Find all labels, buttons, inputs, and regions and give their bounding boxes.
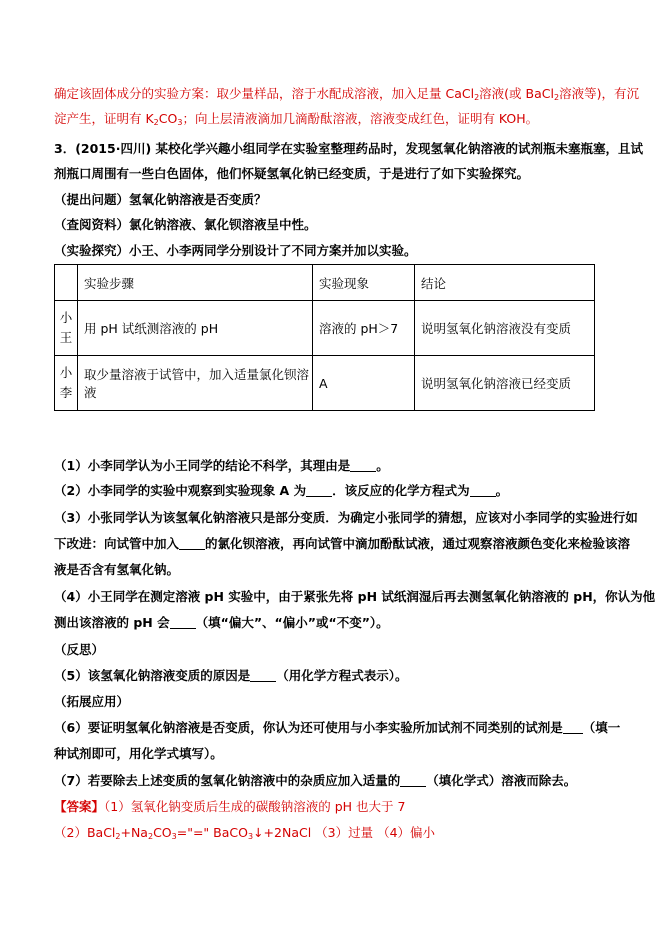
question-text: ．该反应的化学方程式为	[332, 483, 470, 498]
intro-text: CO	[158, 111, 178, 126]
answer-blank[interactable]	[470, 484, 496, 497]
subscript: 3	[171, 832, 177, 841]
student-name-char: 李	[59, 385, 73, 400]
question-text: （6）要证明氢氧化钠溶液是否变质，你认为还可使用与小李实验所加试剂不同类别的试剂是	[54, 720, 563, 735]
answer-tag: 【答案】	[54, 799, 105, 814]
answer-text: CO	[153, 825, 172, 840]
question-text: 。	[495, 483, 509, 498]
subquestion-7	[54, 773, 576, 789]
answer-blank[interactable]	[350, 459, 376, 472]
answer-blank[interactable]	[306, 484, 332, 497]
answer-blank[interactable]	[179, 537, 205, 550]
intro-text: 确定该固体成分的实验方案：取少量样品，溶于水配成溶液，加入足量 CaCl	[54, 86, 475, 101]
raise-problem: （提出问题）氢氧化钠溶液是否变质？	[54, 192, 267, 207]
table-row	[55, 301, 595, 356]
student-name	[55, 356, 78, 411]
table-cell-phenomenon: A	[313, 356, 415, 411]
question-text: （填化学式）溶液而除去。	[426, 773, 577, 788]
question-text: （7）若要除去上述变质的氢氧化钠溶液中的杂质应加入适量的	[54, 773, 401, 788]
answer-text: （1）氢氧化钠变质后生成的碳酸钠溶液的 pH 也大于 7	[104, 799, 406, 814]
intro-line-2	[54, 111, 538, 131]
question-stem-line-2: 剂瓶口周围有一些白色固体，他们怀疑氢氧化钠已经变质，于是进行了如下实验探究。	[54, 166, 530, 181]
subquestion-1	[54, 458, 389, 474]
extend-heading: （拓展应用）	[54, 694, 130, 709]
subquestion-3-line-2	[54, 536, 630, 552]
answer-text: ="=" BaCO	[176, 825, 248, 840]
reflect-heading: （反思）	[54, 642, 105, 657]
question-text: 下改进：向试管中加入	[54, 536, 180, 551]
question-text: 。	[376, 458, 389, 473]
table-header-conclusion: 结论	[415, 265, 595, 301]
question-text: 的氯化钡溶液，再向试管中滴加酚酞试液，通过观察溶液颜色变化来检验该溶	[205, 536, 631, 551]
answer-text: +Na	[120, 825, 148, 840]
intro-text: ；向上层清液滴加几滴酚酞溶液，溶液变成红色，证明有 KOH。	[182, 111, 539, 126]
question-number: 3．(2015·四川)	[54, 141, 152, 156]
subquestion-4-line-1: （4）小王同学在测定溶液 pH 实验中，由于紧张先将 pH 试纸润湿后再去测氢氧化钠溶液的 pH，你认为他	[54, 589, 656, 604]
subscript: 2	[474, 93, 480, 102]
question-text: （2）小李同学的实验中观察到实验现象 A 为	[54, 483, 307, 498]
student-name-char: 小	[59, 310, 73, 325]
table-header-step: 实验步骤	[78, 265, 313, 301]
subquestion-3-line-3: 液是否含有氢氧化钠。	[54, 562, 180, 577]
table-header-phenomenon: 实验现象	[313, 265, 415, 301]
subquestion-4-line-2	[54, 615, 389, 631]
answer-line-1	[54, 799, 405, 815]
question-text: （填“偏大”、“偏小”或“不变”）。	[195, 615, 389, 630]
answer-text: （2）BaCl	[54, 825, 116, 840]
intro-line-1	[54, 86, 639, 106]
answer-blank[interactable]	[170, 616, 196, 629]
intro-text: 淀产生，证明有 K	[54, 111, 154, 126]
question-text: 测出该溶液的 pH 会	[54, 615, 170, 630]
table-corner-cell	[55, 265, 78, 301]
answer-blank[interactable]	[250, 669, 276, 682]
student-name-char: 王	[59, 330, 73, 345]
question-text: （用化学方程式表示）。	[276, 668, 408, 683]
subscript: 3	[247, 832, 254, 841]
table-cell-conclusion: 说明氢氧化钠溶液没有变质	[415, 301, 595, 356]
answer-blank[interactable]	[400, 774, 426, 787]
table-cell-phenomenon: 溶液的 pH＞7	[313, 301, 415, 356]
intro-text: 溶液(或 BaCl	[479, 86, 554, 101]
question-text: （填一	[582, 720, 621, 735]
subscript: 2	[553, 93, 560, 102]
table-row	[55, 356, 595, 411]
subscript: 3	[177, 118, 183, 127]
subscript: 2	[153, 118, 159, 127]
subquestion-6-line-1	[54, 720, 620, 736]
experiment-explore: （实验探究）小王、小李两同学分别设计了不同方案并加以实验。	[54, 243, 417, 258]
question-text: （1）小李同学认为小王同学的结论不科学，其理由是	[54, 458, 351, 473]
table-header-row	[55, 265, 595, 301]
subquestion-6-line-2: 种试剂即可，用化学式填写）。	[54, 746, 223, 761]
subscript: 2	[147, 832, 154, 841]
student-name	[55, 301, 78, 356]
answer-line-2	[54, 825, 435, 845]
question-text: 某校化学兴趣小组同学在实验室整理药品时，发现氢氧化钠溶液的试剂瓶未塞瓶塞，且试	[151, 141, 644, 156]
intro-text: 溶液等)，有沉	[559, 86, 639, 101]
student-name-char: 小	[59, 365, 73, 380]
subscript: 2	[115, 832, 121, 841]
question-text: （5）该氢氧化钠溶液变质的原因是	[54, 668, 251, 683]
answer-blank[interactable]	[563, 721, 583, 734]
consult-materials: （查阅资料）氯化钠溶液、氯化钡溶液呈中性。	[54, 217, 317, 232]
table-cell-step: 用 pH 试纸测溶液的 pH	[78, 301, 313, 356]
answer-text: ↓+2NaCl （3）过量 （4）偏小	[253, 825, 436, 840]
subquestion-3-line-1: （3）小张同学认为该氢氧化钠溶液只是部分变质．为确定小张同学的猜想，应该对小李同学的实验进行如	[54, 510, 638, 525]
table-cell-step: 取少量溶液于试管中，加入适量氯化钡溶液	[78, 356, 313, 411]
experiment-table	[54, 264, 595, 411]
table-cell-conclusion: 说明氢氧化钠溶液已经变质	[415, 356, 595, 411]
subquestion-2	[54, 483, 508, 499]
question-stem-line-1	[54, 141, 643, 157]
subquestion-5	[54, 668, 407, 684]
